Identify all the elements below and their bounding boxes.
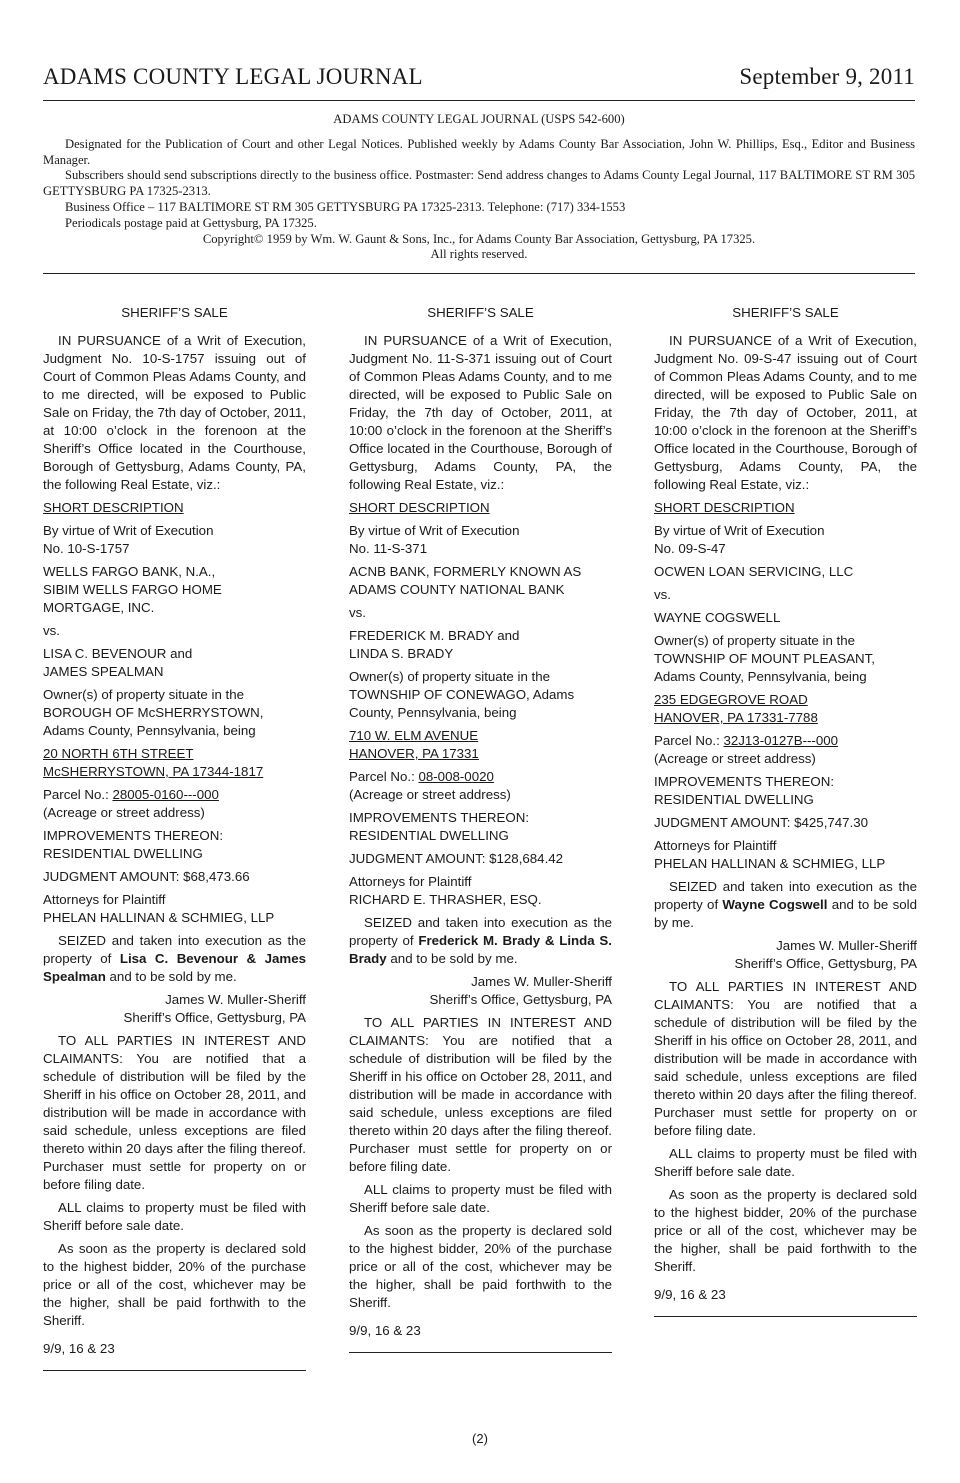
- header-divider: [43, 273, 915, 274]
- acreage-note: (Acreage or street address): [654, 751, 816, 766]
- notice-end-rule: [654, 1316, 917, 1317]
- property-address: [349, 727, 612, 763]
- all-claims-paragraph: ALL claims to property must be filed with Sheriff before sale date.: [349, 1182, 612, 1215]
- parcel-block: [654, 732, 917, 768]
- pursuance-paragraph: IN PURSUANCE of a Writ of Execution, Judgment No. 11-S-371 issuing out of Court of Common Pleas Adams County, and to me directed, will be exposed to Public Sale on Friday, the 7th day of October, 2011, at 10:00 o’clock in the forenoon at the Sheriff’s Office located in the Courthouse, Borough of Gettysburg, Adams County, PA, the following Real Estate, viz.:: [349, 333, 612, 492]
- owner-line: TOWNSHIP OF CONEWAGO, Adams: [349, 687, 575, 702]
- improvements-line: RESIDENTIAL DWELLING: [349, 828, 509, 843]
- attorneys-block: [349, 873, 612, 909]
- pursuance-paragraph: IN PURSUANCE of a Writ of Execution, Judgment No. 10-S-1757 issuing out of Court of Common Pleas Adams County, and to me directed, will be exposed to Public Sale on Friday, the 7th day of October, 2011, at 10:00 o’clock in the forenoon at the Sheriff’s Office located in the Courthouse, Borough of Gettysburg, Adams County, PA, the following Real Estate, viz.:: [43, 333, 306, 492]
- seized-text: SEIZED and taken into execution as the property of: [43, 933, 306, 966]
- writ-line: By virtue of Writ of Execution: [349, 523, 520, 538]
- copyright-line: Copyright© 1959 by Wm. W. Gaunt & Sons, Inc., for Adams County Bar Association, Gettysburg, PA 17325.: [202, 231, 756, 246]
- all-claims-paragraph: ALL claims to property must be filed with Sheriff before sale date.: [654, 1146, 917, 1179]
- page-number: (2): [472, 1431, 488, 1446]
- plaintiff-line: OCWEN LOAN SERVICING, LLC: [654, 564, 854, 579]
- address-line: 20 NORTH 6TH STREET: [43, 746, 194, 761]
- as-soon-paragraph: As soon as the property is declared sold to the highest bidder, 20% of the purchase price or all of the cost, whichever may be the higher, shall be paid forthwith to the Sheriff.: [654, 1187, 917, 1274]
- as-soon-paragraph: As soon as the property is declared sold to the highest bidder, 20% of the purchase price or all of the cost, whichever may be the higher, shall be paid forthwith to the Sheriff.: [43, 1241, 306, 1328]
- owner-line: Owner(s) of property situate in the: [349, 669, 551, 684]
- owner-line: Owner(s) of property situate in the: [654, 633, 856, 648]
- improvements-line: RESIDENTIAL DWELLING: [654, 792, 814, 807]
- designated-paragraph: Designated for the Publication of Court and other Legal Notices. Published weekly by Adams County Bar Association, John W. Phillips, Esq., Editor and Business Manager.: [43, 136, 915, 167]
- attorneys-block: [654, 837, 917, 873]
- plaintiff-block: [654, 563, 917, 581]
- sheriff-signature: [43, 991, 306, 1027]
- notice-column-1: [43, 304, 306, 1371]
- improvements-block: [349, 809, 612, 845]
- parcel-number: 08-008-0020: [418, 769, 494, 784]
- business-office-line: Business Office – 117 BALTIMORE ST RM 305 GETTYSBURG PA 17325-2313. Telephone: (717) 334-1553: [65, 199, 626, 214]
- defendant-block: [43, 645, 306, 681]
- parcel-number: 28005-0160---000: [112, 787, 219, 802]
- sheriff-office: Sheriff’s Office, Gettysburg, PA: [123, 1010, 306, 1025]
- attorneys-line: Attorneys for Plaintiff: [349, 874, 472, 889]
- owner-line: Adams County, Pennsylvania, being: [43, 723, 256, 738]
- defendant-line: LINDA S. BRADY: [349, 646, 454, 661]
- plaintiff-line: MORTGAGE, INC.: [43, 600, 155, 615]
- attorneys-block: [43, 891, 306, 927]
- seized-text-end: and to be sold by me.: [654, 897, 917, 930]
- to-all-parties-paragraph: TO ALL PARTIES IN INTEREST AND CLAIMANTS: You are notified that a schedule of distribution will be filed by the Sheriff in his office on October 28, 2011, and distribution will be made in accordance with said schedule, unless exceptions are filed thereto within 20 days after the filing thereof. Purchaser must settle for property on or before filing date.: [654, 979, 917, 1138]
- parcel-block: [43, 786, 306, 822]
- writ-number: No. 11-S-371: [349, 541, 428, 556]
- notice-column-2: [349, 304, 612, 1353]
- writ-number: No. 09-S-47: [654, 541, 726, 556]
- to-all-parties-paragraph: TO ALL PARTIES IN INTEREST AND CLAIMANTS: You are notified that a schedule of distribution will be filed by the Sheriff in his office on October 28, 2011, and distribution will be made in accordance with said schedule, unless exceptions are filed thereto within 20 days after the filing thereof. Purchaser must settle for property on or before filing date.: [43, 1033, 306, 1192]
- plaintiff-line: SIBIM WELLS FARGO HOME: [43, 582, 222, 597]
- improvements-line: IMPROVEMENTS THEREON:: [654, 774, 835, 789]
- seized-paragraph: [654, 878, 917, 932]
- journal-title: ADAMS COUNTY LEGAL JOURNAL: [43, 64, 423, 89]
- pursuance-paragraph: IN PURSUANCE of a Writ of Execution, Judgment No. 09-S-47 issuing out of Court of Common Pleas Adams County, and to me directed, will be exposed to Public Sale on Friday, the 7th day of October, 2011, at 10:00 o’clock in the forenoon at the Sheriff’s Office located in the Courthouse, Borough of Gettysburg, Adams County, PA, the following Real Estate, viz.:: [654, 333, 917, 492]
- plaintiff-block: [349, 563, 612, 599]
- seized-text: SEIZED and taken into execution as the property of: [349, 915, 612, 948]
- owner-block: [349, 668, 612, 722]
- versus-label: vs.: [654, 587, 671, 602]
- parcel-label: Parcel No.:: [43, 787, 113, 802]
- defendant-block: [654, 609, 917, 627]
- subscribers-paragraph: Subscribers should send subscriptions directly to the business office. Postmaster: Send address changes to Adams County Legal Journal, 117 BALTIMORE ST RM 305 GETTYSBURG PA 17325-2313.: [43, 168, 915, 199]
- attorneys-line: PHELAN HALLINAN & SCHMIEG, LLP: [43, 910, 275, 925]
- parcel-label: Parcel No.:: [654, 733, 724, 748]
- plaintiff-block: [43, 563, 306, 617]
- seized-owner-name: Lisa C. Bevenour & James Spealman: [43, 951, 306, 984]
- defendant-block: [349, 627, 612, 663]
- seized-paragraph: [349, 914, 612, 968]
- property-address: [654, 691, 917, 727]
- seized-text-end: and to be sold by me.: [105, 969, 237, 984]
- owner-line: BOROUGH OF McSHERRYSTOWN,: [43, 705, 264, 720]
- plaintiff-line: ADAMS COUNTY NATIONAL BANK: [349, 582, 565, 597]
- notice-heading: SHERIFF’S SALE: [732, 305, 839, 320]
- attorneys-line: RICHARD E. THRASHER, ESQ.: [349, 892, 542, 907]
- improvements-line: IMPROVEMENTS THEREON:: [43, 828, 224, 843]
- sheriff-signature: [349, 973, 612, 1009]
- improvements-line: RESIDENTIAL DWELLING: [43, 846, 203, 861]
- publication-title-line: ADAMS COUNTY LEGAL JOURNAL (USPS 542-600): [333, 112, 625, 126]
- improvements-line: IMPROVEMENTS THEREON:: [349, 810, 530, 825]
- attorneys-line: Attorneys for Plaintiff: [43, 892, 166, 907]
- plaintiff-line: WELLS FARGO BANK, N.A.,: [43, 564, 216, 579]
- parcel-label: Parcel No.:: [349, 769, 419, 784]
- sheriff-office: Sheriff’s Office, Gettysburg, PA: [429, 992, 612, 1007]
- writ-line: By virtue of Writ of Execution: [654, 523, 825, 538]
- seized-owner-name: Wayne Cogswell: [722, 897, 828, 912]
- parcel-number: 32J13-0127B---000: [723, 733, 839, 748]
- acreage-note: (Acreage or street address): [349, 787, 511, 802]
- writ-block: [654, 522, 917, 558]
- to-all-parties-paragraph: TO ALL PARTIES IN INTEREST AND CLAIMANTS: You are notified that a schedule of distribution will be filed by the Sheriff in his office on October 28, 2011, and distribution will be made in accordance with said schedule, unless exceptions are filed thereto within 20 days after the filing thereof. Purchaser must settle for property on or before filing date.: [349, 1015, 612, 1174]
- notice-heading: SHERIFF’S SALE: [427, 305, 534, 320]
- notice-heading: SHERIFF’S SALE: [121, 305, 228, 320]
- rights-line: All rights reserved.: [430, 247, 528, 262]
- notice-end-rule: [43, 1370, 306, 1371]
- periodicals-line: Periodicals postage paid at Gettysburg, PA 17325.: [65, 215, 317, 230]
- versus-label: vs.: [349, 605, 366, 620]
- seized-paragraph: [43, 932, 306, 986]
- short-description-label: SHORT DESCRIPTION: [349, 500, 490, 515]
- publication-dates: 9/9, 16 & 23: [43, 1341, 115, 1356]
- publication-dates: 9/9, 16 & 23: [654, 1287, 726, 1302]
- parcel-block: [349, 768, 612, 804]
- improvements-block: [654, 773, 917, 809]
- owner-line: Adams County, Pennsylvania, being: [654, 669, 867, 684]
- judgment-amount: JUDGMENT AMOUNT: $68,473.66: [43, 869, 250, 884]
- owner-line: Owner(s) of property situate in the: [43, 687, 245, 702]
- seized-text: SEIZED and taken into execution as the property of: [654, 879, 917, 912]
- address-line: 710 W. ELM AVENUE: [349, 728, 479, 743]
- plaintiff-line: ACNB BANK, FORMERLY KNOWN AS: [349, 564, 582, 579]
- judgment-amount: JUDGMENT AMOUNT: $425,747.30: [654, 815, 869, 830]
- publication-dates: 9/9, 16 & 23: [349, 1323, 421, 1338]
- publication-info: [43, 112, 915, 263]
- short-description-label: SHORT DESCRIPTION: [654, 500, 795, 515]
- sheriff-name: James W. Muller-Sheriff: [471, 974, 612, 989]
- acreage-note: (Acreage or street address): [43, 805, 205, 820]
- owner-block: [43, 686, 306, 740]
- property-address: [43, 745, 306, 781]
- all-claims-paragraph: ALL claims to property must be filed with Sheriff before sale date.: [43, 1200, 306, 1233]
- masthead: [43, 52, 915, 101]
- address-line: HANOVER, PA 17331-7788: [654, 710, 818, 725]
- writ-block: [349, 522, 612, 558]
- short-description-label: SHORT DESCRIPTION: [43, 500, 184, 515]
- defendant-line: WAYNE COGSWELL: [654, 610, 781, 625]
- address-line: McSHERRYSTOWN, PA 17344-1817: [43, 764, 264, 779]
- sheriff-name: James W. Muller-Sheriff: [165, 992, 306, 1007]
- defendant-line: JAMES SPEALMAN: [43, 664, 164, 679]
- writ-number: No. 10-S-1757: [43, 541, 130, 556]
- sheriff-office: Sheriff’s Office, Gettysburg, PA: [734, 956, 917, 971]
- sheriff-signature: [654, 937, 917, 973]
- owner-line: TOWNSHIP OF MOUNT PLEASANT,: [654, 651, 875, 666]
- versus-label: vs.: [43, 623, 60, 638]
- attorneys-line: PHELAN HALLINAN & SCHMIEG, LLP: [654, 856, 886, 871]
- defendant-line: FREDERICK M. BRADY and: [349, 628, 520, 643]
- as-soon-paragraph: As soon as the property is declared sold to the highest bidder, 20% of the purchase price or all of the cost, whichever may be the higher, shall be paid forthwith to the Sheriff.: [349, 1223, 612, 1310]
- defendant-line: LISA C. BEVENOUR and: [43, 646, 193, 661]
- address-line: HANOVER, PA 17331: [349, 746, 479, 761]
- writ-block: [43, 522, 306, 558]
- attorneys-line: Attorneys for Plaintiff: [654, 838, 777, 853]
- seized-text-end: and to be sold by me.: [386, 951, 518, 966]
- judgment-amount: JUDGMENT AMOUNT: $128,684.42: [349, 851, 564, 866]
- improvements-block: [43, 827, 306, 863]
- owner-line: County, Pennsylvania, being: [349, 705, 517, 720]
- address-line: 235 EDGEGROVE ROAD: [654, 692, 808, 707]
- notice-end-rule: [349, 1352, 612, 1353]
- seized-owner-name: Frederick M. Brady & Linda S. Brady: [349, 933, 612, 966]
- notice-column-3: [654, 304, 917, 1317]
- writ-line: By virtue of Writ of Execution: [43, 523, 214, 538]
- sheriff-name: James W. Muller-Sheriff: [776, 938, 917, 953]
- owner-block: [654, 632, 917, 686]
- issue-date: September 9, 2011: [739, 64, 915, 89]
